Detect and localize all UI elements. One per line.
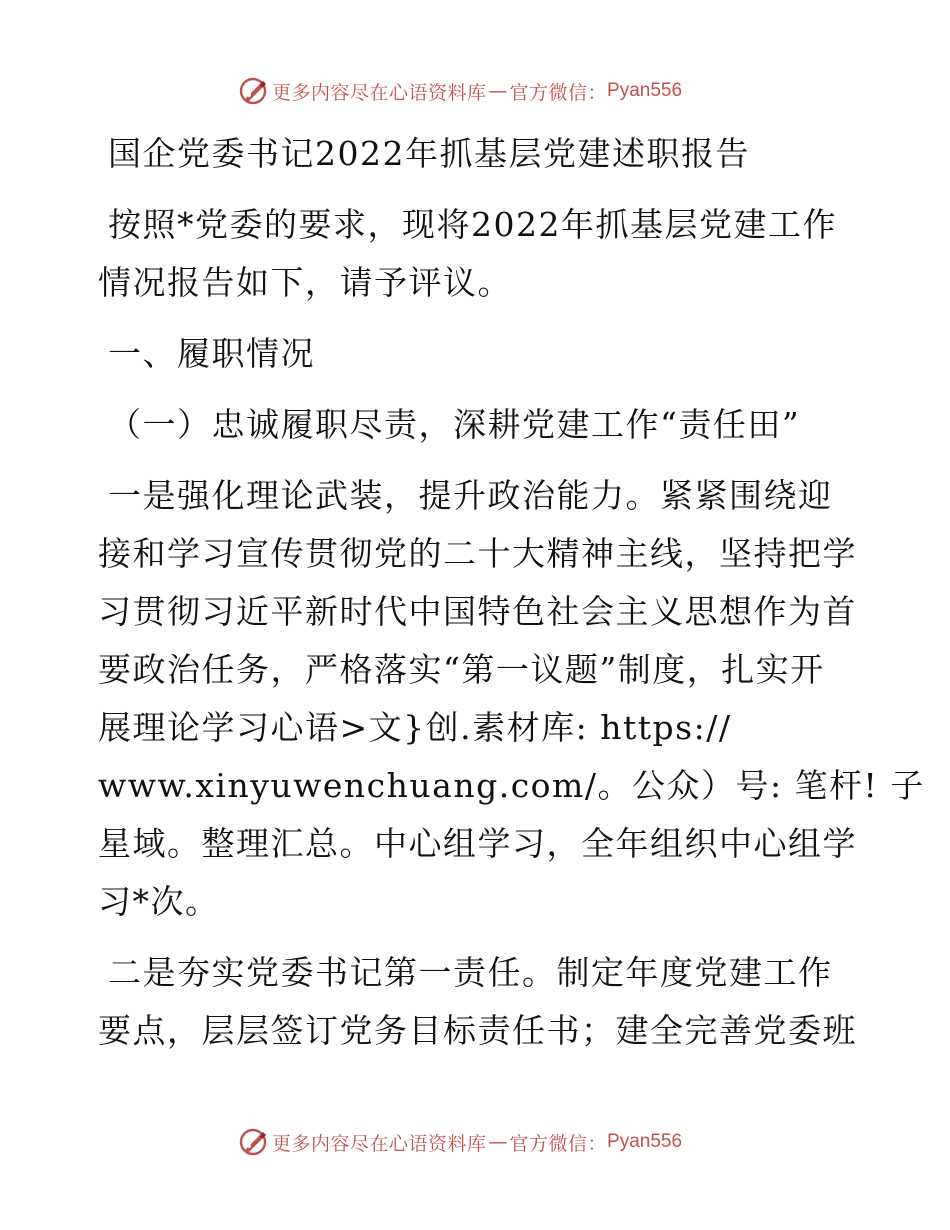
- banner-wechat-id: Pyan556: [607, 1131, 683, 1152]
- banner-text: 更多内容尽在心语资料库: [272, 81, 487, 104]
- para1-line: 接和学习宣传贯彻党的二十大精神主线，坚持把学: [98, 534, 857, 573]
- para2-line: 二是夯实党委书记第一责任。制定年度党建工作: [108, 953, 833, 992]
- section-heading-1: 一、履职情况: [108, 334, 315, 373]
- subsection-heading-1: （一）忠诚履职尽责，深耕党建工作“责任田”: [108, 405, 801, 444]
- banner-separator: —: [488, 80, 508, 102]
- banner-wechat-id: Pyan556: [607, 80, 683, 101]
- pen-logo-icon: [238, 1127, 268, 1157]
- intro-line-2: 情况报告如下，请予评议。: [98, 263, 512, 302]
- banner-text: 更多内容尽在心语资料库: [272, 1132, 487, 1155]
- para1-line: 习贯彻习近平新时代中国特色社会主义思想作为首: [98, 592, 857, 631]
- para1-line: 要政治任务，严格落实“第一议题”制度，扎实开: [98, 650, 825, 689]
- header-banner: [238, 74, 682, 108]
- banner-separator: —: [488, 1131, 508, 1153]
- para1-line: 一是强化理论武装，提升政治能力。紧紧围绕迎: [108, 476, 833, 515]
- document-title: 国企党委书记2022年抓基层党建述职报告: [108, 134, 750, 173]
- footer-banner: [238, 1125, 682, 1159]
- banner-official: 官方微信：: [509, 1132, 608, 1155]
- para1-line: 展理论学习心语>文}创.素材库: https://: [98, 708, 732, 747]
- pen-logo-icon: [238, 76, 268, 106]
- para2-line: 要点，层层签订党务目标责任书；建全完善党委班: [98, 1011, 857, 1050]
- para1-line: 星域。整理汇总。中心组学习，全年组织中心组学: [98, 824, 857, 863]
- document-body: [98, 125, 925, 1060]
- para1-line: 习*次。: [98, 882, 220, 921]
- intro-line-1: 按照*党委的要求，现将2022年抓基层党建工作: [108, 205, 837, 244]
- para1-line: www.xinyuwenchuang.com/。公众）号: 笔杆! 子: [98, 766, 925, 805]
- banner-official: 官方微信：: [509, 81, 608, 104]
